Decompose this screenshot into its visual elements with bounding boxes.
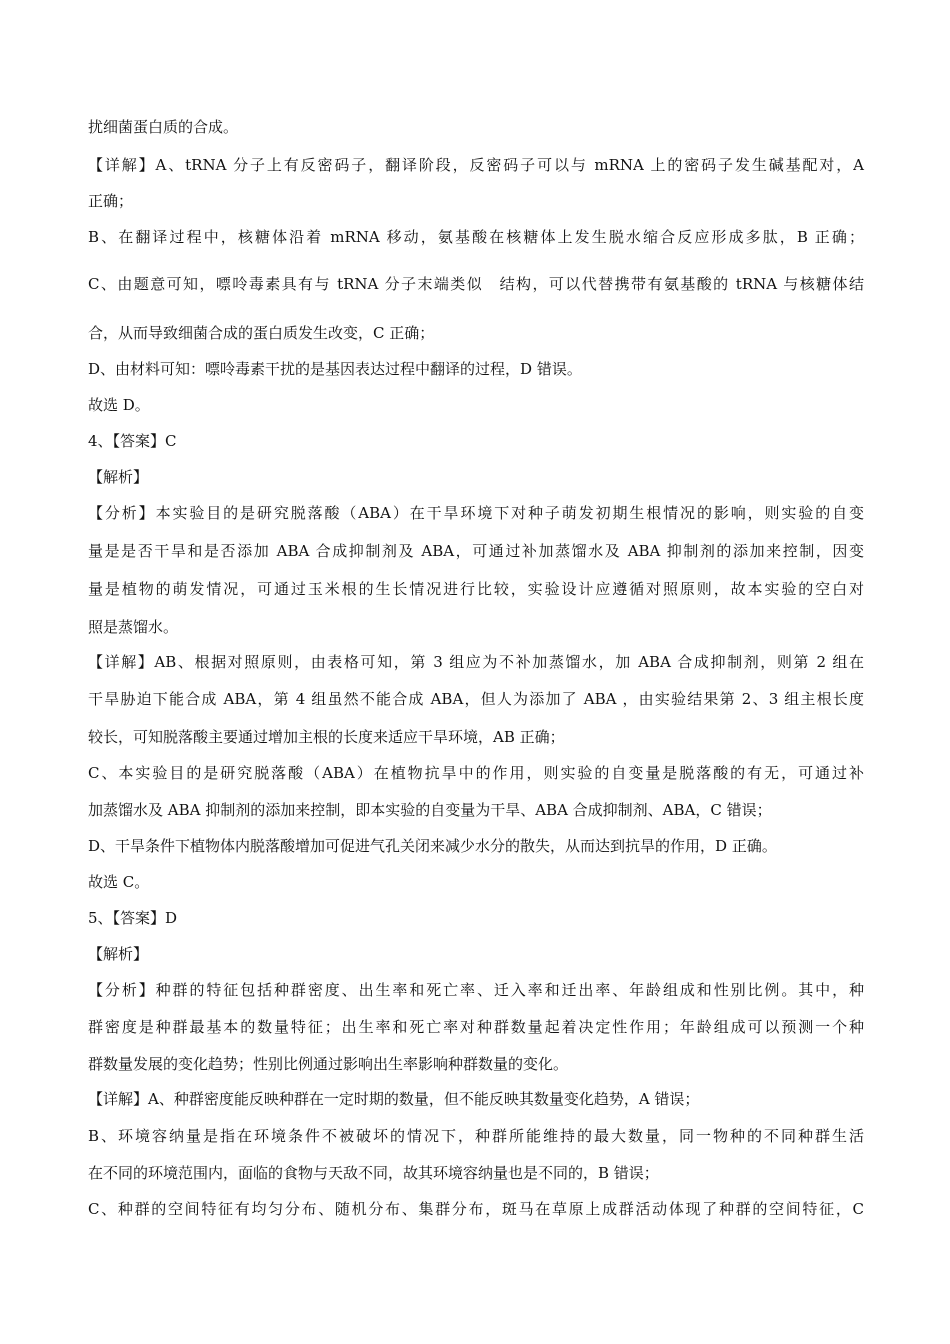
text-line: 4、【答案】C <box>88 432 177 450</box>
text-line: C、由题意可知，嘌呤毒素具有与 tRNA 分子末端类似 结构，可以代替携带有氨基酸的 tRNA 与核糖体结 <box>88 275 864 293</box>
text-line: 群数量发展的变化趋势；性别比例通过影响出生率影响种群数量的变化。 <box>88 1055 569 1073</box>
text-line: 量是植物的萌发情况，可通过玉米根的生长情况进行比较，实验设计应遵循对照原则，故本实验的空白对 <box>88 580 864 598</box>
text-line: 故选 C。 <box>88 873 150 891</box>
text-line: C、种群的空间特征有均匀分布、随机分布、集群分布，斑马在草原上成群活动体现了种群的空间特征，C <box>88 1200 864 1218</box>
text-line: 在不同的环境范围内，面临的食物与天敌不同，故其环境容纳量也是不同的，B 错误； <box>88 1164 659 1182</box>
text-line: 合，从而导致细菌合成的蛋白质发生改变，C 正确； <box>88 324 435 342</box>
text-line: 量是是否干旱和是否添加 ABA 合成抑制剂及 ABA，可通过补加蒸馏水及 ABA 抑制剂的添加来控制，因变 <box>88 542 864 560</box>
text-line: 加蒸馏水及 ABA 抑制剂的添加来控制，即本实验的自变量为干旱、ABA 合成抑制剂、ABA，C 错误； <box>88 801 772 819</box>
text-line: 扰细菌蛋白质的合成。 <box>88 118 239 136</box>
text-line: B、环境容纳量是指在环境条件不被破坏的情况下，种群所能维持的最大数量，同一物种的不同种群生活 <box>88 1127 864 1145</box>
text-line: 【分析】种群的特征包括种群密度、出生率和死亡率、迁入率和迁出率、年龄组成和性别比例。其中，种 <box>88 981 864 999</box>
text-line: D、由材料可知：嘌呤毒素干扰的是基因表达过程中翻译的过程，D 错误。 <box>88 360 582 378</box>
text-line: 【详解】AB、根据对照原则，由表格可知，第 3 组应为不补加蒸馏水，加 ABA 合成抑制剂，则第 2 组在 <box>88 653 864 671</box>
text-line: 【分析】本实验目的是研究脱落酸（ABA）在干旱环境下对种子萌发初期生根情况的影响，则实验的自变 <box>88 504 864 522</box>
text-line: 较长，可知脱落酸主要通过增加主根的长度来适应干旱环境，AB 正确； <box>88 728 565 746</box>
text-line: 【详解】A、种群密度能反映种群在一定时期的数量，但不能反映其数量变化趋势，A 错误； <box>88 1090 700 1108</box>
text-line: 故选 D。 <box>88 396 150 414</box>
text-line: 5、【答案】D <box>88 909 178 927</box>
text-line: 照是蒸馏水。 <box>88 618 179 636</box>
text-line: C、本实验目的是研究脱落酸（ABA）在植物抗旱中的作用，则实验的自变量是脱落酸的有无，可通过补 <box>88 764 864 782</box>
text-line: 正确； <box>88 192 134 210</box>
text-line: 群密度是种群最基本的数量特征；出生率和死亡率对种群数量起着决定性作用；年龄组成可以预测一个种 <box>88 1018 864 1036</box>
text-line: B、在翻译过程中，核糖体沿着 mRNA 移动，氨基酸在核糖体上发生脱水缩合反应形成多肽，B 正确； <box>88 228 864 246</box>
text-line: 干旱胁迫下能合成 ABA，第 4 组虽然不能合成 ABA，但人为添加了 ABA ，由实验结果第 2、3 组主根长度 <box>88 690 864 708</box>
text-line: 【解析】 <box>88 468 149 486</box>
text-line: D、干旱条件下植物体内脱落酸增加可促进气孔关闭来减少水分的散失，从而达到抗旱的作用，D 正确。 <box>88 837 777 855</box>
text-line: 【解析】 <box>88 945 149 963</box>
text-line: 【详解】A、tRNA 分子上有反密码子，翻译阶段，反密码子可以与 mRNA 上的密码子发生碱基配对，A <box>88 156 864 174</box>
